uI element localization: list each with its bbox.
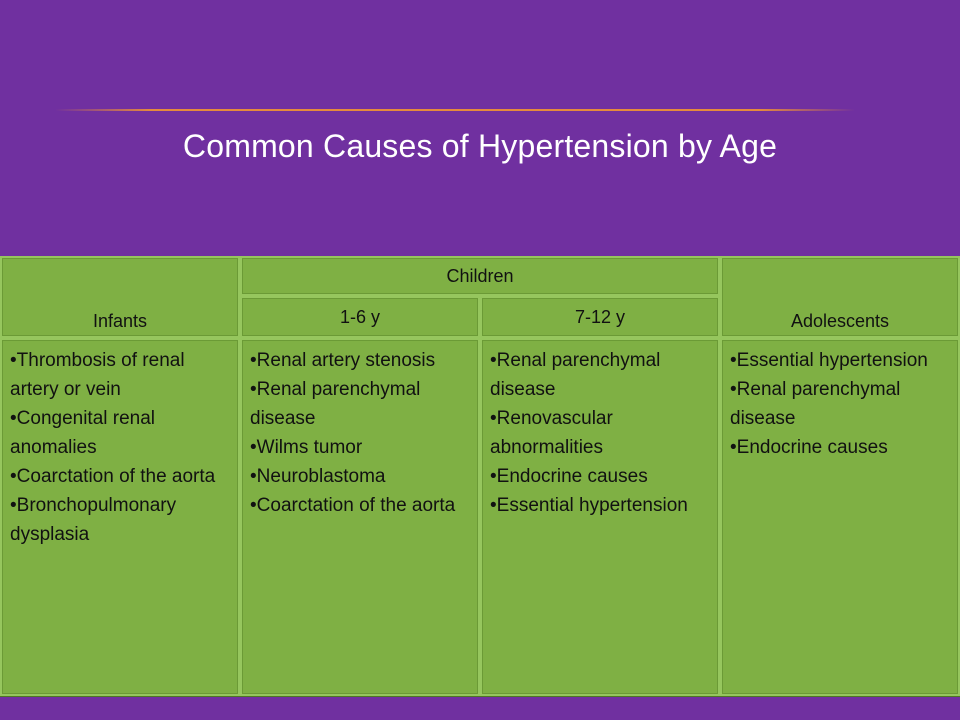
- title-accent-line: [55, 109, 855, 111]
- cause-item: • Renal parenchymal disease: [730, 375, 952, 433]
- cause-item: • Essential hypertension: [730, 346, 952, 375]
- column-infants: [0, 338, 240, 696]
- cause-item: • Endocrine causes: [730, 433, 952, 462]
- adolescents-causes-list: [730, 346, 952, 462]
- cause-item: • Thrombosis of renal artery or vein: [10, 346, 232, 404]
- cause-item: • Renal parenchymal disease: [490, 346, 712, 404]
- header-adolescents: Adolescents: [720, 256, 960, 338]
- cause-item: • Endocrine causes: [490, 462, 712, 491]
- cause-item: • Bronchopulmonary dysplasia: [10, 491, 232, 549]
- header-children-1-6: 1-6 y: [240, 296, 480, 338]
- infants-causes-list: [10, 346, 232, 549]
- cause-item: • Neuroblastoma: [250, 462, 472, 491]
- cause-item: • Essential hypertension: [490, 491, 712, 520]
- children-1-6-causes-list: [250, 346, 472, 520]
- header-infants: Infants: [0, 256, 240, 338]
- cause-item: • Renal artery stenosis: [250, 346, 472, 375]
- cause-item: • Renovascular abnormalities: [490, 404, 712, 462]
- header-children: Children: [240, 256, 720, 296]
- column-adolescents: [720, 338, 960, 696]
- cause-item: • Coarctation of the aorta: [250, 491, 472, 520]
- header-children-7-12: 7-12 y: [480, 296, 720, 338]
- children-7-12-causes-list: [490, 346, 712, 520]
- column-children-1-6: [240, 338, 480, 696]
- cause-item: • Congenital renal anomalies: [10, 404, 232, 462]
- column-children-7-12: [480, 338, 720, 696]
- slide-title: Common Causes of Hypertension by Age: [182, 128, 778, 164]
- cause-item: • Coarctation of the aorta: [10, 462, 232, 491]
- cause-item: • Renal parenchymal disease: [250, 375, 472, 433]
- cause-item: • Wilms tumor: [250, 433, 472, 462]
